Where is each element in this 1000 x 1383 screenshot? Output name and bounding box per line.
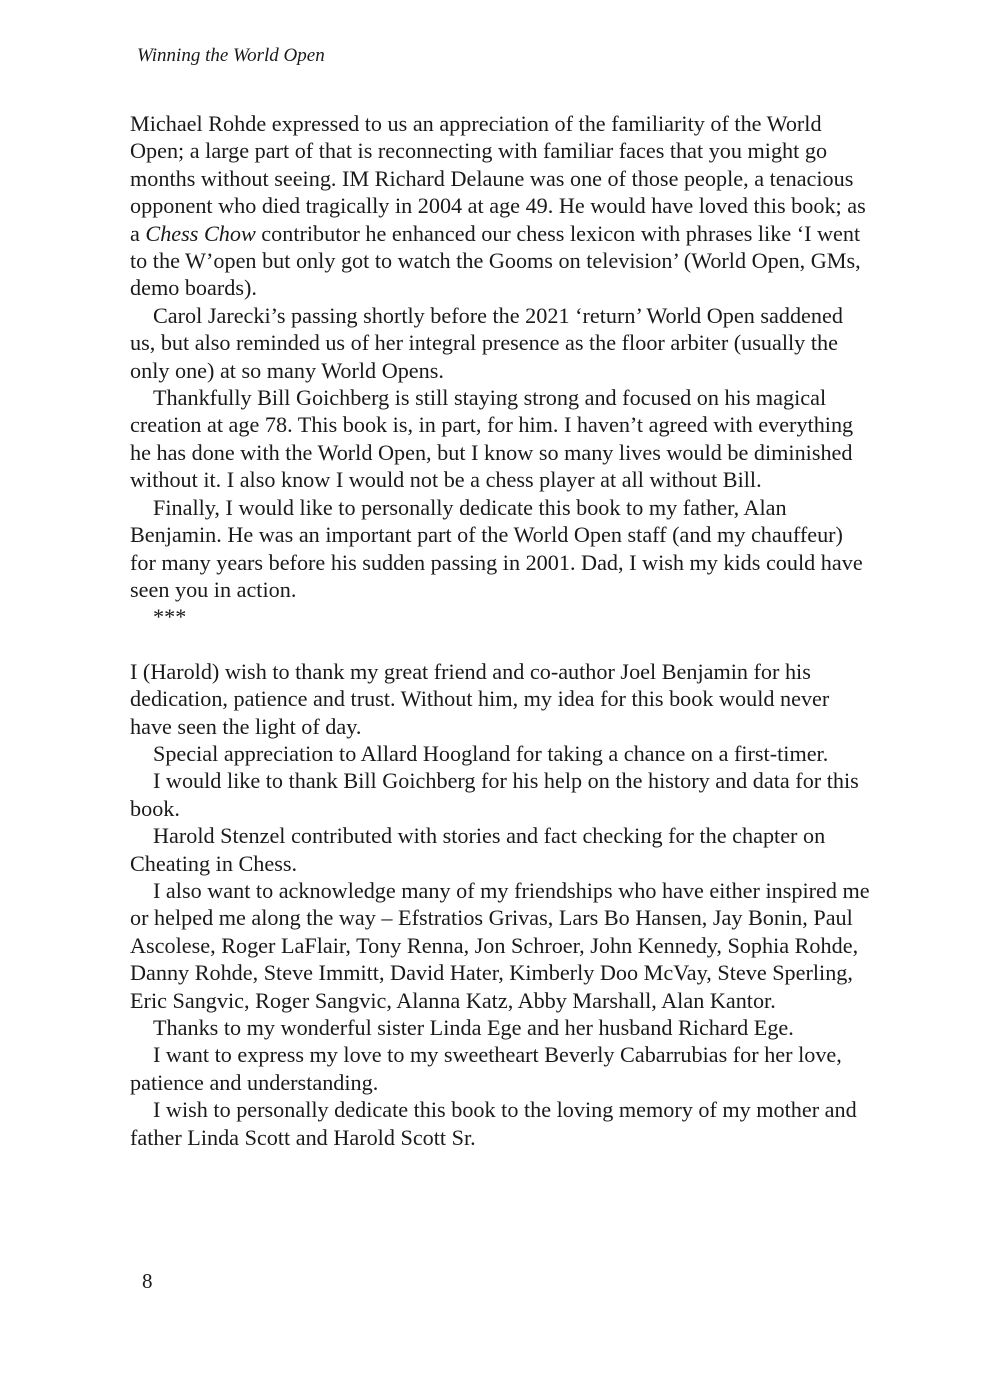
body-text [130, 110, 870, 1151]
paragraph-friendships: I also want to acknowledge many of my friendships who have either inspired me or helped me along the way – Efstratios Grivas, Lars Bo Hansen, Jay Bonin, Paul Ascolese, Roger LaFlair, Tony Renna, Jon Schroer, John Kennedy, Sophia Rohde, Danny Rohde, Steve Immitt, David Hater, Kimberly Doo McVay, Steve Sperling, Eric Sangvic, Roger Sangvic, Alanna Katz, Abby Marshall, Alan Kantor. [130, 877, 870, 1013]
paragraph-hoogland: Special appreciation to Allard Hoogland for taking a chance on a first-timer. [153, 740, 829, 766]
paragraph-sweetheart: I want to express my love to my sweetheart Beverly Cabarrubias for her love, patience and understanding. [130, 1042, 842, 1095]
paragraph-text: Michael Rohde expressed to us an appreciation of the familiarity of the World Open; a large part of that is reconnecting with familiar faces that you might go months without seeing. IM Richard Delaune was one of those people, a tenacious opponent who died tragically in 2004 at age 49. He would have loved this book; as a [130, 111, 866, 246]
section-separator: *** [153, 604, 187, 630]
paragraph-goichberg-history: I would like to thank Bill Goichberg for his help on the history and data for this book. [130, 768, 859, 821]
running-head: Winning the World Open [137, 45, 325, 66]
paragraph-harold-thanks: I (Harold) wish to thank my great friend and co-author Joel Benjamin for his dedication, patience and trust. Without him, my idea for this book would never have seen the light of day. [130, 658, 830, 739]
paragraph-goichberg: Thankfully Bill Goichberg is still staying strong and focused on his magical creation at age 78. This book is, in part, for him. I haven’t agreed with everything he has done with the World Open, but I know so many lives would be diminished without it. I also know I would not be a chess player at all without Bill. [130, 385, 854, 493]
paragraph-stenzel: Harold Stenzel contributed with stories and fact checking for the chapter on Cheating in Chess. [130, 823, 826, 876]
section-gap [130, 631, 870, 658]
paragraph-dedication-harold: I wish to personally dedicate this book to the loving memory of my mother and father Linda Scott and Harold Scott Sr. [130, 1097, 857, 1150]
paragraph-dedication-joel: Finally, I would like to personally dedicate this book to my father, Alan Benjamin. He was an important part of the World Open staff (and my chauffeur) for many years before his sudden passing in 2001. Dad, I wish my kids could have seen you in action. [130, 494, 863, 602]
paragraph-sister: Thanks to my wonderful sister Linda Ege and her husband Richard Ege. [153, 1015, 794, 1040]
paragraph-rohde [130, 110, 870, 302]
paragraph-text: contributor he enhanced our chess lexicon with phrases like ‘I went to the W’open but only got to watch the Gooms on television’ (World Open, GMs, demo boards). [130, 220, 861, 301]
publication-title: Chess Chow [145, 220, 256, 246]
paragraph-jarecki: Carol Jarecki’s passing shortly before the 2021 ‘return’ World Open saddened us, but also reminded us of her integral presence as the floor arbiter (usually the only one) at so many World Opens. [130, 302, 843, 383]
page-number: 8 [142, 1269, 153, 1293]
